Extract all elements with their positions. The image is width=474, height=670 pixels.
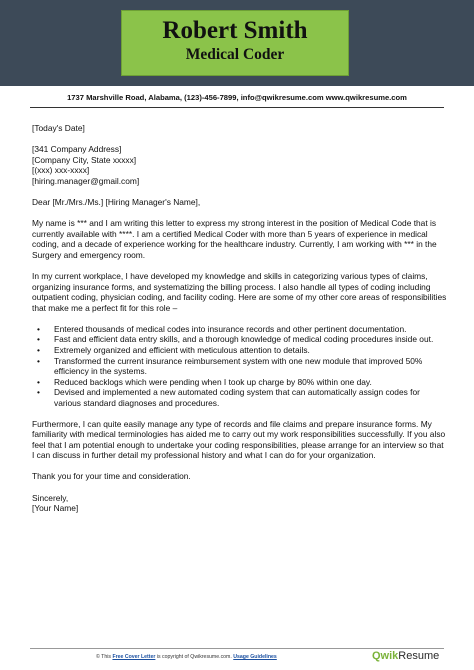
- footer-middle: is copyright of Qwikresume.com.: [156, 654, 232, 660]
- closing: Sincerely,: [32, 492, 69, 503]
- free-cover-letter-link[interactable]: Free Cover Letter: [112, 654, 156, 660]
- recipient-phone: [(xxx) xxx-xxxx]: [32, 165, 90, 176]
- bullet-icon: •: [37, 376, 40, 387]
- recipient-block: [32, 144, 448, 186]
- footer-copyright: [96, 654, 277, 660]
- applicant-name: Robert Smith: [162, 17, 308, 44]
- paragraph-intro: My name is *** and I am writing this letter to express my strong interest in the position of Medical Code that is currently available with ****. I am a certified Medical Coder with more than 5 years of experience in medical coding, and a decade of experience working for the healthcare industry. Currently, I am working with *** in the Surgery and emergency room.: [32, 218, 437, 260]
- list-item: [32, 324, 448, 335]
- list-item: [32, 356, 448, 377]
- list-item-text: Transformed the current insurance reimbursement system with one new module that improved 50% efficiency in the systems.: [54, 355, 423, 377]
- name-box: [121, 10, 349, 76]
- list-item: [32, 334, 448, 345]
- contact-divider: [30, 107, 444, 108]
- achievements-list: [32, 324, 448, 409]
- bullet-icon: •: [37, 334, 40, 345]
- logo-part-resume: Resume: [398, 650, 440, 662]
- bullet-icon: •: [37, 345, 40, 355]
- logo-part-qwik: Qwik: [372, 650, 399, 662]
- list-item-text: Reduced backlogs which were pending when I took up charge by 80% within one day.: [54, 376, 372, 387]
- footer-divider: [30, 648, 444, 649]
- letter-date: [Today's Date]: [32, 123, 85, 133]
- list-item-text: Devised and implemented a new automated coding system that can automatically assign codes for various standard diagnoses and procedures.: [54, 387, 420, 408]
- recipient-address: [341 Company Address]: [32, 144, 122, 155]
- signature: [Your Name]: [32, 503, 79, 514]
- signoff-block: [32, 493, 448, 514]
- list-item-text: Extremely organized and efficient with meticulous attention to details.: [54, 345, 310, 355]
- recipient-email: [hiring.manager@gmail.com]: [32, 175, 140, 186]
- list-item-text: Entered thousands of medical codes into insurance records and other pertinent documentation.: [54, 323, 407, 334]
- bullet-icon: •: [37, 355, 40, 366]
- thanks-line: Thank you for your time and consideration.: [32, 471, 191, 482]
- salutation: Dear [Mr./Mrs./Ms.] [Hiring Manager's Name],: [32, 196, 201, 207]
- letter-body: [32, 123, 448, 524]
- contact-line: 1737 Marshville Road, Alabama, (123)-456-7899, info@qwikresume.com www.qwikresume.com: [67, 93, 407, 102]
- list-item: [32, 387, 448, 408]
- list-item: [32, 377, 448, 388]
- job-title: Medical Coder: [185, 46, 285, 63]
- bullet-icon: •: [37, 323, 40, 334]
- list-item: [32, 345, 448, 356]
- recipient-city: [Company City, State xxxxx]: [32, 154, 137, 165]
- paragraph-responsibilities: In my current workplace, I have developed my knowledge and skills in categorizing various types of claims, organizing insurance forms, and systematizing the billing process. I also handle all types of coding including outpatient coding, physician coding, and facility coding. Here are some of my other core areas of responsibilities that make me a perfect fit for this role –: [32, 270, 447, 313]
- bullet-icon: •: [37, 387, 40, 398]
- footer-prefix: © This: [96, 654, 111, 660]
- list-item-text: Fast and efficient data entry skills, and a thorough knowledge of medical coding procedures inside out.: [54, 334, 434, 345]
- qwikresume-logo: [372, 650, 439, 662]
- usage-guidelines-link[interactable]: Usage Guidelines: [233, 654, 277, 660]
- paragraph-closing: Furthermore, I can quite easily manage any type of records and file claims and prepare insurance forms. My familiarity with medical terminologies has aided me to carry out my work responsibilities successfully. If you also feel that I am potential enough to undertake your coding responsibilities, please arrange for an interview so that I can discuss in further detail my professional history and what I can do for your organization.: [32, 418, 446, 461]
